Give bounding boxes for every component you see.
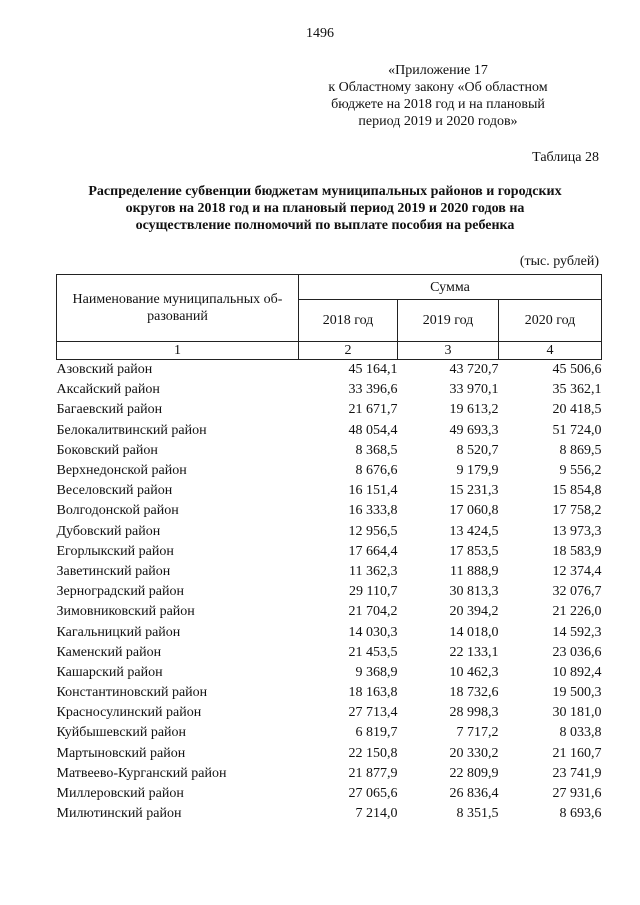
value-2020: 8 033,8 [559,725,602,741]
municipality-name: Дубовский район [56,523,161,539]
table-row [57,542,602,562]
value-2018: 27 713,4 [348,705,398,721]
table-row [57,663,602,683]
table-row [57,461,602,481]
value-2020: 18 583,9 [552,543,602,559]
value-2019: 7 717,2 [456,725,499,741]
value-2020: 51 724,0 [552,422,602,438]
value-2020: 17 758,2 [552,503,602,519]
municipality-name: Аксайский район [56,382,160,398]
value-2019: 18 732,6 [449,685,499,701]
municipality-name: Куйбышевский район [56,725,187,741]
table-row [57,744,602,764]
table-row [57,400,602,420]
value-2019: 22 133,1 [449,644,499,660]
municipality-name: Мартыновский район [56,745,186,761]
document-title [58,183,592,234]
column-number: 1 [57,342,299,360]
table-row [57,683,602,703]
header-municipality: Наименование муниципальных об-разований [57,275,299,342]
value-2020: 21 160,7 [552,745,602,761]
table-row [57,380,602,400]
header-year-2020: 2020 год [499,300,602,342]
value-2019: 17 853,5 [449,543,499,559]
municipality-name: Верхнедонской район [56,463,187,479]
value-2020: 30 181,0 [552,705,602,721]
column-number: 2 [299,342,398,360]
unit-note: (тыс. рублей) [519,254,599,269]
value-2019: 28 998,3 [449,705,499,721]
value-2019: 19 613,2 [449,402,499,418]
value-2019: 11 888,9 [450,563,499,579]
value-2018: 16 151,4 [348,483,398,499]
appendix-line: «Приложение 17 [388,63,488,78]
municipality-name: Матвеево-Курганский район [56,765,227,781]
value-2020: 45 506,6 [552,362,602,378]
value-2020: 23 741,9 [552,765,602,781]
value-2020: 15 854,8 [552,483,602,499]
municipality-name: Зерноградский район [56,584,184,600]
value-2019: 26 836,4 [449,786,499,802]
municipality-name: Волгодонской район [56,503,179,519]
municipality-name: Егорлыкский район [56,543,174,559]
table-row [57,804,602,824]
value-2018: 18 163,8 [348,685,398,701]
table-row [57,723,602,743]
value-2020: 27 931,6 [552,786,602,802]
municipality-name: Красносулинский район [56,705,202,721]
appendix-line: период 2019 и 2020 годов» [358,114,518,129]
table-body [57,360,602,825]
value-2020: 9 556,2 [559,463,602,479]
title-line: осуществление полномочий по выплате пособия на ребенка [135,218,515,233]
table-row [57,784,602,804]
value-2020: 21 226,0 [552,604,602,620]
title-line: округов на 2018 год и на плановый период 2019 и 2020 годов на [125,201,525,216]
municipality-name: Константиновский район [56,685,208,701]
municipality-name: Миллеровский район [56,786,184,802]
value-2018: 11 362,3 [349,563,398,579]
municipality-name: Милютинский район [56,806,182,822]
appendix-line: бюджете на 2018 год и на плановый [331,97,545,112]
value-2019: 22 809,9 [449,765,499,781]
table-row [57,501,602,521]
municipality-name: Веселовский район [56,483,173,499]
table-row [57,582,602,602]
value-2019: 30 813,3 [449,584,499,600]
table-row [57,703,602,723]
value-2018: 14 030,3 [348,624,398,640]
value-2018: 16 333,8 [348,503,398,519]
value-2019: 17 060,8 [449,503,499,519]
value-2018: 33 396,6 [348,382,398,398]
value-2020: 8 869,5 [559,442,602,458]
appendix-reference [318,62,558,130]
column-number: 3 [398,342,499,360]
municipality-name: Багаевский район [56,402,163,418]
value-2020: 14 592,3 [552,624,602,640]
subvention-table [56,274,602,824]
municipality-name: Азовский район [56,362,153,378]
value-2020: 19 500,3 [552,685,602,701]
value-2020: 12 374,4 [552,563,602,579]
value-2018: 21 704,2 [348,604,398,620]
value-2019: 8 351,5 [456,806,499,822]
value-2018: 6 819,7 [355,725,398,741]
value-2019: 13 424,5 [449,523,499,539]
value-2018: 48 054,4 [348,422,398,438]
value-2018: 21 671,7 [348,402,398,418]
value-2018: 22 150,8 [348,745,398,761]
value-2018: 7 214,0 [355,806,398,822]
value-2018: 45 164,1 [348,362,398,378]
value-2019: 9 179,9 [456,463,499,479]
municipality-name: Боковский район [56,442,158,458]
value-2019: 15 231,3 [449,483,499,499]
value-2018: 12 956,5 [348,523,398,539]
value-2019: 43 720,7 [449,362,499,378]
value-2018: 17 664,4 [348,543,398,559]
municipality-name: Белокалитвинский район [56,422,207,438]
value-2020: 10 892,4 [552,664,602,680]
appendix-line: к Областному закону «Об областном [328,80,548,95]
municipality-name: Зимовниковский район [56,604,195,620]
header-sum: Сумма [299,275,602,300]
municipality-name: Кагальницкий район [56,624,181,640]
value-2019: 33 970,1 [449,382,499,398]
header-year-2019: 2019 год [398,300,499,342]
value-2018: 21 877,9 [348,765,398,781]
table-row [57,602,602,622]
table-row [57,764,602,784]
value-2018: 9 368,9 [355,664,398,680]
municipality-name: Заветинский район [56,563,171,579]
value-2019: 14 018,0 [449,624,499,640]
value-2019: 10 462,3 [449,664,499,680]
value-2020: 13 973,3 [552,523,602,539]
table-row [57,481,602,501]
table-row [57,522,602,542]
value-2019: 20 394,2 [449,604,499,620]
value-2019: 49 693,3 [449,422,499,438]
page-number: 1496 [306,26,334,41]
table-row [57,562,602,582]
table-row [57,441,602,461]
table-label: Таблица 28 [532,150,599,165]
value-2018: 8 676,6 [355,463,398,479]
value-2019: 8 520,7 [456,442,499,458]
value-2018: 29 110,7 [349,584,398,600]
value-2018: 21 453,5 [348,644,398,660]
value-2018: 8 368,5 [355,442,398,458]
value-2020: 20 418,5 [552,402,602,418]
value-2019: 20 330,2 [449,745,499,761]
table-row [57,622,602,642]
value-2018: 27 065,6 [348,786,398,802]
value-2020: 8 693,6 [559,806,602,822]
value-2020: 32 076,7 [552,584,602,600]
municipality-name: Каменский район [56,644,162,660]
table-row [57,643,602,663]
table-row [57,360,602,381]
title-line: Распределение субвенции бюджетам муниципальных районов и городских [88,184,562,199]
value-2020: 35 362,1 [552,382,602,398]
header-year-2018: 2018 год [299,300,398,342]
table-row [57,421,602,441]
value-2020: 23 036,6 [552,644,602,660]
municipality-name: Кашарский район [56,664,163,680]
table-header [57,275,602,360]
column-number: 4 [499,342,602,360]
